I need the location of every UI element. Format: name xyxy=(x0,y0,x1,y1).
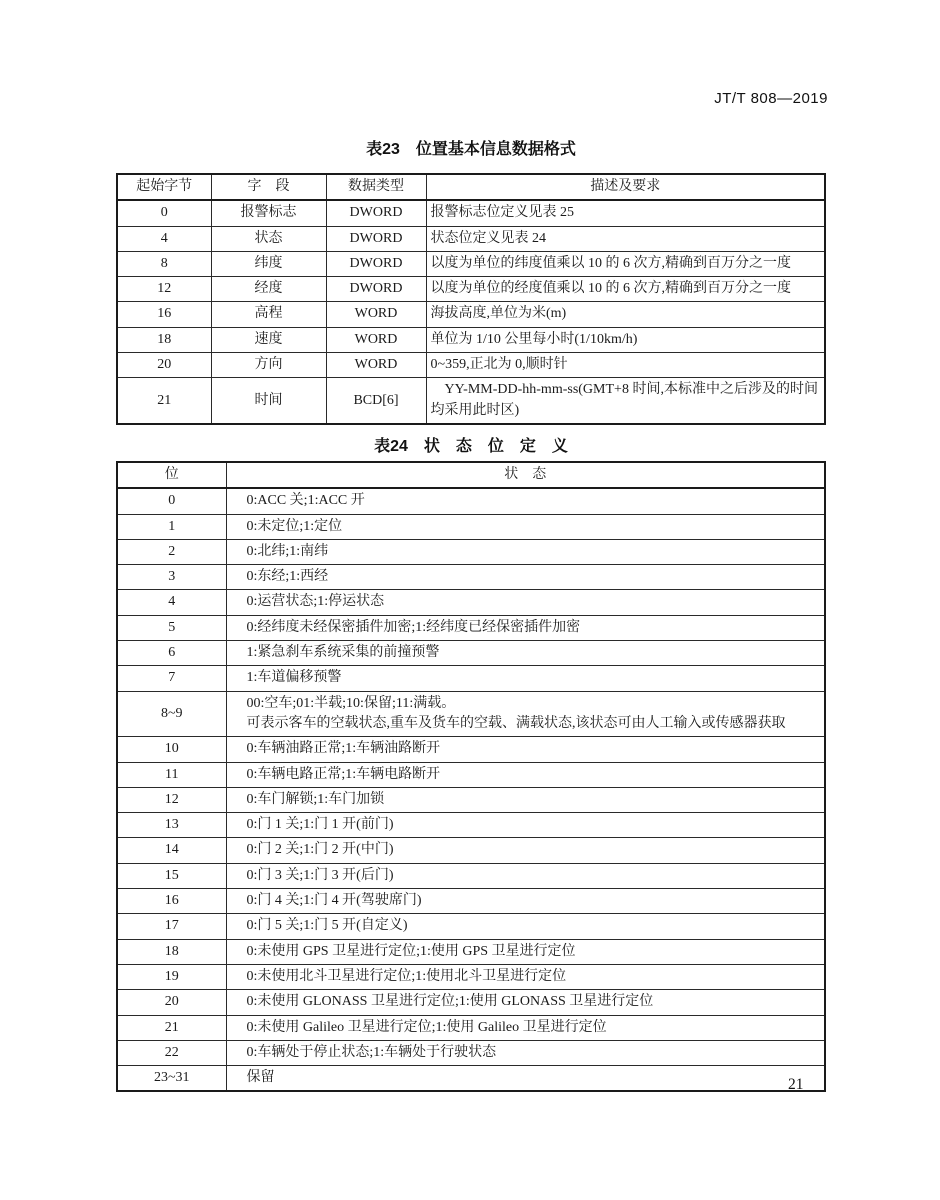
table-row xyxy=(117,327,825,352)
cell-status: 0:门 1 关;1:门 1 开(前门) xyxy=(226,813,825,838)
table-row xyxy=(117,813,825,838)
cell-status: 0:未使用 GPS 卫星进行定位;1:使用 GPS 卫星进行定位 xyxy=(226,939,825,964)
cell-data-type: WORD xyxy=(326,302,426,327)
table-row xyxy=(117,539,825,564)
cell-bit: 20 xyxy=(117,990,226,1015)
cell-status: 0:门 3 关;1:门 3 开(后门) xyxy=(226,863,825,888)
cell-start-byte: 18 xyxy=(117,327,211,352)
cell-field: 速度 xyxy=(211,327,326,352)
cell-bit: 6 xyxy=(117,641,226,666)
col-header-start-byte: 起始字节 xyxy=(117,174,211,200)
cell-start-byte: 8 xyxy=(117,251,211,276)
table-row xyxy=(117,251,825,276)
cell-description: 报警标志位定义见表 25 xyxy=(426,200,825,226)
table-row xyxy=(117,990,825,1015)
cell-bit: 1 xyxy=(117,514,226,539)
cell-status: 0:北纬;1:南纬 xyxy=(226,539,825,564)
cell-data-type: BCD[6] xyxy=(326,378,426,424)
table-row xyxy=(117,378,825,424)
table-row xyxy=(117,226,825,251)
page-number: 21 xyxy=(788,1076,804,1093)
cell-bit: 13 xyxy=(117,813,226,838)
col-header-field: 字 段 xyxy=(211,174,326,200)
table23-caption: 表23 位置基本信息数据格式 xyxy=(366,141,576,158)
cell-bit: 4 xyxy=(117,590,226,615)
cell-status: 0:未使用 Galileo 卫星进行定位;1:使用 Galileo 卫星进行定位 xyxy=(226,1015,825,1040)
table-header-row xyxy=(117,174,825,200)
cell-data-type: WORD xyxy=(326,327,426,352)
cell-status: 0:未使用 GLONASS 卫星进行定位;1:使用 GLONASS 卫星进行定位 xyxy=(226,990,825,1015)
col-header-description: 描述及要求 xyxy=(426,174,825,200)
cell-field: 状态 xyxy=(211,226,326,251)
cell-status: 0:运营状态;1:停运状态 xyxy=(226,590,825,615)
table-row xyxy=(117,914,825,939)
cell-start-byte: 21 xyxy=(117,378,211,424)
cell-status: 0:经纬度未经保密插件加密;1:经纬度已经保密插件加密 xyxy=(226,615,825,640)
cell-bit: 21 xyxy=(117,1015,226,1040)
cell-bit: 11 xyxy=(117,762,226,787)
cell-bit: 17 xyxy=(117,914,226,939)
cell-status: 1:紧急刹车系统采集的前撞预警 xyxy=(226,641,825,666)
cell-status: 1:车道偏移预警 xyxy=(226,666,825,691)
cell-field: 经度 xyxy=(211,277,326,302)
cell-bit: 5 xyxy=(117,615,226,640)
cell-data-type: DWORD xyxy=(326,200,426,226)
table-row xyxy=(117,353,825,378)
cell-status: 0:车辆处于停止状态;1:车辆处于行驶状态 xyxy=(226,1040,825,1065)
cell-field: 方向 xyxy=(211,353,326,378)
table24-caption: 表24 状 态 位 定 义 xyxy=(374,438,568,455)
cell-data-type: DWORD xyxy=(326,226,426,251)
cell-status xyxy=(226,691,825,737)
cell-status: 0:车辆油路正常;1:车辆油路断开 xyxy=(226,737,825,762)
table-row xyxy=(117,964,825,989)
cell-bit: 12 xyxy=(117,787,226,812)
cell-field: 时间 xyxy=(211,378,326,424)
cell-status: 0:东经;1:西经 xyxy=(226,565,825,590)
cell-line: 00:空车;01:半载;10:保留;11:满载。 xyxy=(246,695,456,711)
table-row xyxy=(117,691,825,737)
table23-header xyxy=(117,174,825,200)
doc-code: JT/T 808—2019 xyxy=(714,90,828,107)
table-row xyxy=(117,889,825,914)
col-header-status: 状 态 xyxy=(226,462,825,488)
table-row xyxy=(117,838,825,863)
cell-data-type: DWORD xyxy=(326,251,426,276)
cell-start-byte: 4 xyxy=(117,226,211,251)
table-row xyxy=(117,762,825,787)
cell-status: 0:未使用北斗卫星进行定位;1:使用北斗卫星进行定位 xyxy=(226,964,825,989)
cell-bit: 16 xyxy=(117,889,226,914)
col-header-bit: 位 xyxy=(117,462,226,488)
col-header-data-type: 数据类型 xyxy=(326,174,426,200)
table-row xyxy=(117,1066,825,1092)
cell-field: 纬度 xyxy=(211,251,326,276)
cell-field: 报警标志 xyxy=(211,200,326,226)
table-row xyxy=(117,787,825,812)
cell-status: 0:车辆电路正常;1:车辆电路断开 xyxy=(226,762,825,787)
cell-description: YY-MM-DD-hh-mm-ss(GMT+8 时间,本标准中之后涉及的时间均采用此时区) xyxy=(426,378,825,424)
cell-status: 0:门 2 关;1:门 2 开(中门) xyxy=(226,838,825,863)
cell-description: 状态位定义见表 24 xyxy=(426,226,825,251)
cell-bit: 14 xyxy=(117,838,226,863)
table24 xyxy=(116,461,826,1092)
cell-bit: 10 xyxy=(117,737,226,762)
cell-start-byte: 20 xyxy=(117,353,211,378)
table-row xyxy=(117,488,825,514)
table24-body xyxy=(117,488,825,1091)
table-row xyxy=(117,565,825,590)
cell-start-byte: 12 xyxy=(117,277,211,302)
table-row xyxy=(117,666,825,691)
table-row xyxy=(117,641,825,666)
cell-line: 可表示客车的空载状态,重车及货车的空载、满载状态,该状态可由人工输入或传感器获取 xyxy=(246,715,786,731)
cell-bit: 2 xyxy=(117,539,226,564)
cell-status: 保留 xyxy=(226,1066,825,1092)
cell-description: 海拔高度,单位为米(m) xyxy=(426,302,825,327)
cell-data-type: WORD xyxy=(326,353,426,378)
cell-description: 单位为 1/10 公里每小时(1/10km/h) xyxy=(426,327,825,352)
cell-start-byte: 0 xyxy=(117,200,211,226)
table23-body xyxy=(117,200,825,424)
table-row xyxy=(117,590,825,615)
cell-bit: 8~9 xyxy=(117,691,226,737)
cell-status: 0:车门解锁;1:车门加锁 xyxy=(226,787,825,812)
cell-start-byte: 16 xyxy=(117,302,211,327)
cell-bit: 18 xyxy=(117,939,226,964)
table-row xyxy=(117,863,825,888)
table-row xyxy=(117,277,825,302)
table-row xyxy=(117,615,825,640)
cell-bit: 15 xyxy=(117,863,226,888)
cell-bit: 22 xyxy=(117,1040,226,1065)
table-row xyxy=(117,302,825,327)
table-row xyxy=(117,514,825,539)
cell-bit: 19 xyxy=(117,964,226,989)
cell-status: 0:门 5 关;1:门 5 开(自定义) xyxy=(226,914,825,939)
cell-description: 以度为单位的经度值乘以 10 的 6 次方,精确到百万分之一度 xyxy=(426,277,825,302)
cell-data-type: DWORD xyxy=(326,277,426,302)
cell-bit: 23~31 xyxy=(117,1066,226,1092)
cell-bit: 0 xyxy=(117,488,226,514)
cell-bit: 7 xyxy=(117,666,226,691)
cell-description: 0~359,正北为 0,顺时针 xyxy=(426,353,825,378)
table24-header xyxy=(117,462,825,488)
cell-status: 0:未定位;1:定位 xyxy=(226,514,825,539)
table-row xyxy=(117,1040,825,1065)
table23 xyxy=(116,173,826,425)
table-row xyxy=(117,737,825,762)
table-header-row xyxy=(117,462,825,488)
cell-bit: 3 xyxy=(117,565,226,590)
cell-status: 0:ACC 关;1:ACC 开 xyxy=(226,488,825,514)
cell-description: 以度为单位的纬度值乘以 10 的 6 次方,精确到百万分之一度 xyxy=(426,251,825,276)
cell-field: 高程 xyxy=(211,302,326,327)
table-row xyxy=(117,200,825,226)
table-row xyxy=(117,939,825,964)
cell-status: 0:门 4 关;1:门 4 开(驾驶席门) xyxy=(226,889,825,914)
table-row xyxy=(117,1015,825,1040)
